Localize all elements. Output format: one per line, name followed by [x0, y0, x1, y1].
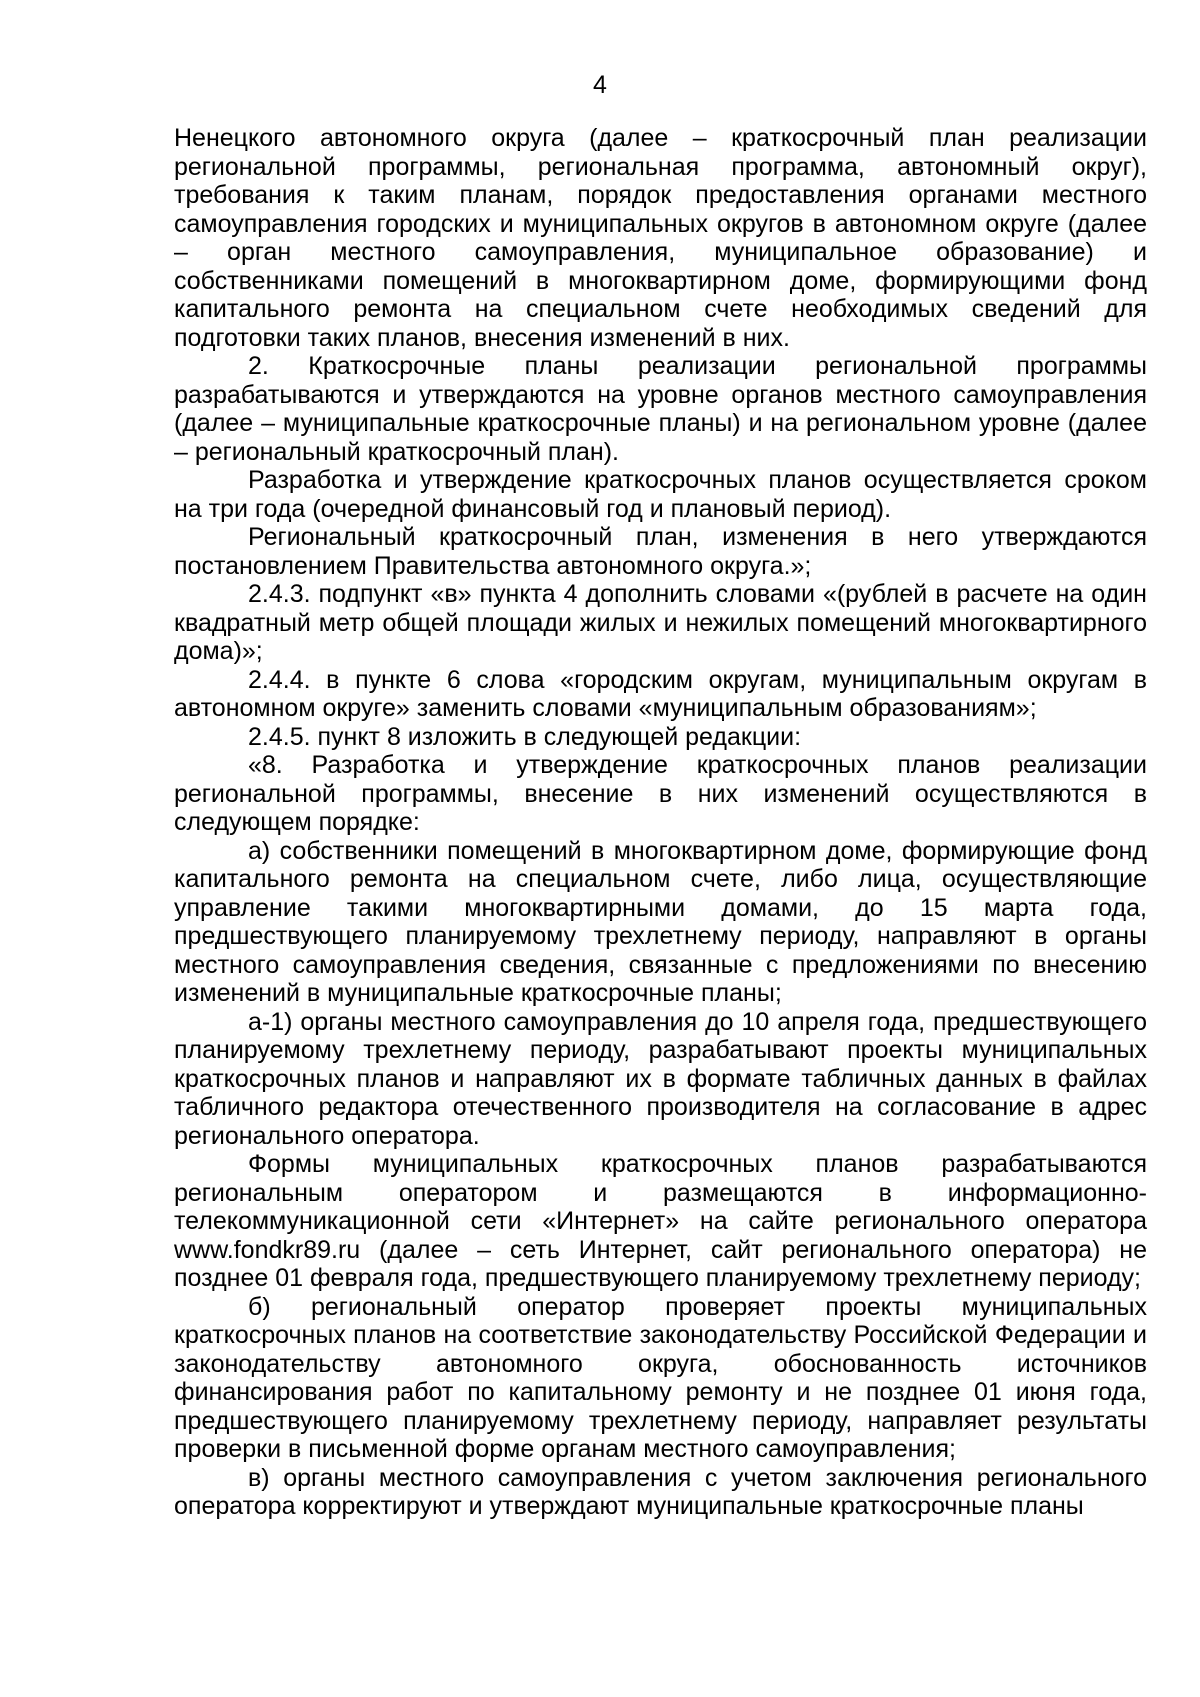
page-number: 4 — [593, 71, 607, 99]
paragraph-subitem-v: в) органы местного самоуправления с учетом заключения регионального оператора корректируют и утверждают муниципальные краткосрочные планы — [174, 1463, 1147, 1520]
paragraph-plan-forms: Формы муниципальных краткосрочных планов разрабатываются региональным оператором и размещаются в информационно-телекоммуникационной сети «Интернет» на сайте регионального оператора www.fondkr89.ru (далее – сеть Интернет, сайт регионального оператора) не позднее 01 февраля года, предшествующего планируемому трехлетнему периоду; — [174, 1150, 1147, 1292]
paragraph-subitem-a: а) собственники помещений в многоквартирном доме, формирующие фонд капитального ремонта на специальном счете, либо лица, осуществляющие управление такими многоквартирными домами, до 15 марта года, предшествующего планируемому трехлетнему периоду, направляют в органы местного самоуправления сведения, связанные с предложениями по внесению изменений в муниципальные краткосрочные планы; — [174, 836, 1147, 1007]
paragraph-2-4-4: 2.4.4. в пункте 6 слова «городским округам, муниципальным округам в автономном округе» заменить словами «муниципальным образованиям»; — [174, 665, 1147, 722]
document-body — [174, 124, 1147, 1521]
paragraph-2-4-3: 2.4.3. подпункт «в» пункта 4 дополнить словами «(рублей в расчете на один квадратный метр общей площади жилых и нежилых помещений многоквартирного дома)»; — [174, 580, 1147, 665]
paragraph-intro-continued: Ненецкого автономного округа (далее – краткосрочный план реализации региональной программы, региональная программа, автономный округ), требования к таким планам, порядок предоставления органами местного самоуправления городских и муниципальных округов в автономном округе (далее – орган местного самоуправления, муниципальное образование) и собственниками помещений в многоквартирном доме, формирующими фонд капитального ремонта на специальном счете необходимых сведений для подготовки таких планов, внесения изменений в них. — [174, 124, 1147, 352]
paragraph-subitem-b: б) региональный оператор проверяет проекты муниципальных краткосрочных планов на соответствие законодательству Российской Федерации и законодательству автономного округа, обоснованность источников финансирования работ по капитальному ремонту и не позднее 01 июня года, предшествующего планируемому трехлетнему периоду, направляет результаты проверки в письменной форме органам местного самоуправления; — [174, 1292, 1147, 1463]
paragraph-subitem-a-1: а-1) органы местного самоуправления до 10 апреля года, предшествующего планируемому трехлетнему периоду, разрабатывают проекты муниципальных краткосрочных планов и направляют их в формате табличных данных в файлах табличного редактора отечественного производителя на согласование в адрес регионального оператора. — [174, 1007, 1147, 1150]
paragraph-item-2: 2. Краткосрочные планы реализации региональной программы разрабатываются и утверждаются на уровне органов местного самоуправления (далее – муниципальные краткосрочные планы) и на региональном уровне (далее – региональный краткосрочный план). — [174, 352, 1147, 466]
paragraph-regional-plan-approval: Региональный краткосрочный план, изменения в него утверждаются постановлением Правительства автономного округа.»; — [174, 523, 1147, 580]
paragraph-item-8: «8. Разработка и утверждение краткосрочных планов реализации региональной программы, внесение в них изменений осуществляются в следующем порядке: — [174, 751, 1147, 836]
paragraph-2-4-5: 2.4.5. пункт 8 изложить в следующей редакции: — [248, 722, 802, 751]
paragraph-plan-term: Разработка и утверждение краткосрочных планов осуществляется сроком на три года (очередной финансовый год и плановый период). — [174, 466, 1147, 523]
